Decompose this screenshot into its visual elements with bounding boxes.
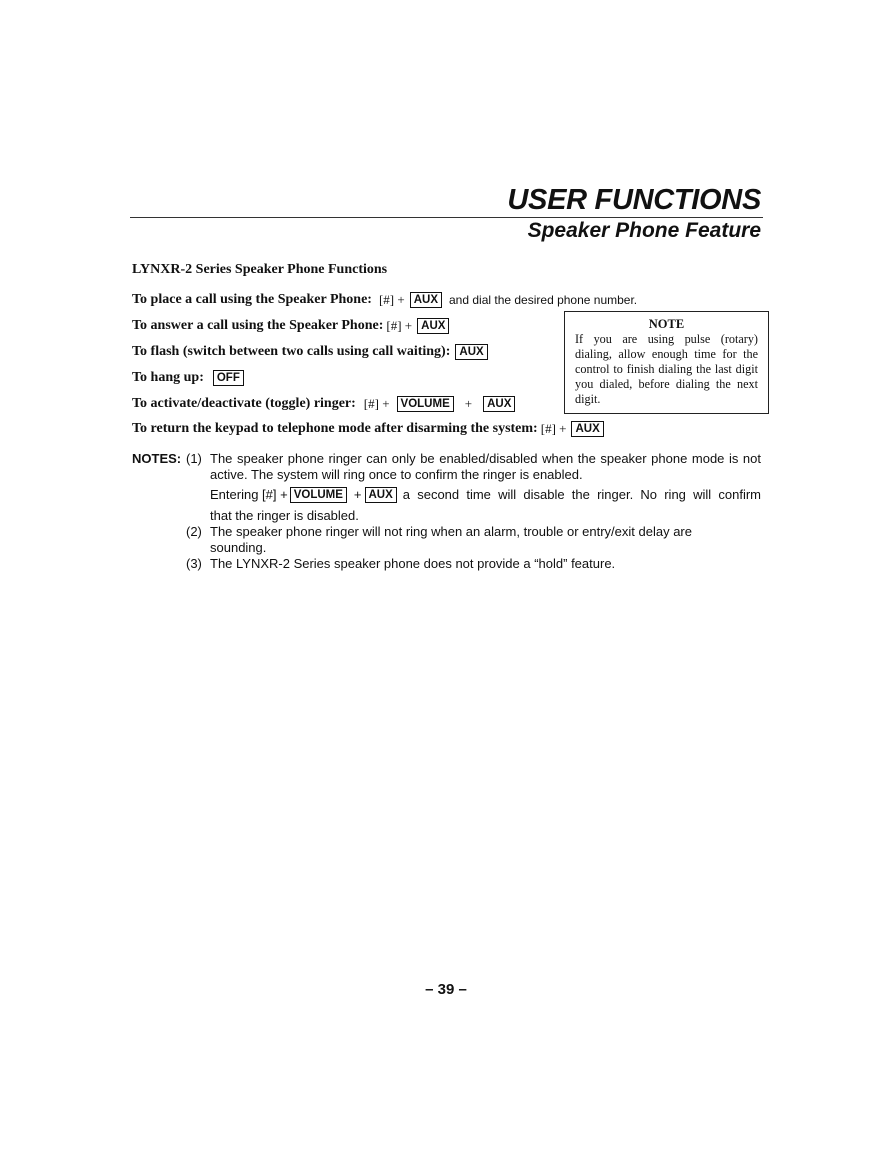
notes-label: NOTES: bbox=[132, 451, 182, 466]
note-1-extra-line2: that the ringer is disabled. bbox=[210, 508, 359, 523]
return-keypad-line bbox=[132, 419, 606, 439]
note-number: (1) bbox=[186, 451, 202, 466]
aux-key: AUX bbox=[571, 421, 603, 437]
note-1-extra bbox=[210, 487, 761, 503]
section-title: LYNXR-2 Series Speaker Phone Functions bbox=[132, 262, 388, 277]
hang-up-label: To hang up: bbox=[132, 370, 204, 385]
return-keypad-prefix: [#] + bbox=[540, 421, 567, 436]
flash-label: To flash (switch between two calls using call waiting): bbox=[132, 344, 451, 359]
note-box bbox=[564, 311, 769, 414]
ringer-label: To activate/deactivate (toggle) ringer: bbox=[132, 396, 356, 411]
note-1-extra-suffix: a second time will disable the ringer. No ring will confirm bbox=[402, 487, 761, 502]
page-title: USER FUNCTIONS bbox=[507, 184, 761, 216]
volume-key: VOLUME bbox=[397, 396, 454, 412]
ringer-plus: + bbox=[464, 396, 473, 411]
aux-key: AUX bbox=[410, 292, 442, 308]
answer-call-label: To answer a call using the Speaker Phone: bbox=[132, 318, 384, 333]
ringer-line bbox=[132, 394, 517, 414]
aux-key: AUX bbox=[417, 318, 449, 334]
page-number: – 39 – bbox=[425, 981, 467, 998]
answer-call-line bbox=[132, 316, 451, 336]
ringer-prefix: [#] + bbox=[363, 396, 390, 411]
note-1-extra-prefix: Entering [#] + bbox=[210, 487, 288, 502]
note-2-text: The speaker phone ringer will not ring when an alarm, trouble or entry/exit delay are sounding. bbox=[210, 524, 692, 555]
aux-key: AUX bbox=[483, 396, 515, 412]
note-number: (3) bbox=[186, 556, 202, 571]
aux-key: AUX bbox=[455, 344, 487, 360]
hang-up-line bbox=[132, 368, 246, 388]
note-text: If you are using pulse (rotary) dialing, allow enough time for the control to finish dialing the last digit you dialed, before dialing the next digit. bbox=[575, 332, 758, 406]
volume-key: VOLUME bbox=[290, 487, 347, 503]
answer-call-prefix: [#] + bbox=[386, 318, 413, 333]
note-heading: NOTE bbox=[648, 317, 685, 331]
note-1-text: The speaker phone ringer can only be enabled/disabled when the speaker phone mode is not active. The system will ring once to confirm the ringer is enabled. bbox=[210, 451, 761, 482]
place-call-suffix: and dial the desired phone number. bbox=[449, 293, 638, 307]
note-3-text: The LYNXR-2 Series speaker phone does not provide a “hold” feature. bbox=[210, 556, 616, 571]
place-call-label: To place a call using the Speaker Phone: bbox=[132, 292, 372, 307]
place-call-prefix: [#] + bbox=[378, 292, 405, 307]
note-number: (2) bbox=[186, 524, 202, 539]
off-key: OFF bbox=[213, 370, 244, 386]
return-keypad-label: To return the keypad to telephone mode after disarming the system: bbox=[132, 421, 538, 436]
aux-key: AUX bbox=[365, 487, 397, 503]
page-subtitle: Speaker Phone Feature bbox=[527, 219, 761, 242]
flash-line bbox=[132, 342, 490, 362]
note-1-extra-plus: + bbox=[353, 487, 362, 502]
place-call-line bbox=[132, 290, 637, 310]
